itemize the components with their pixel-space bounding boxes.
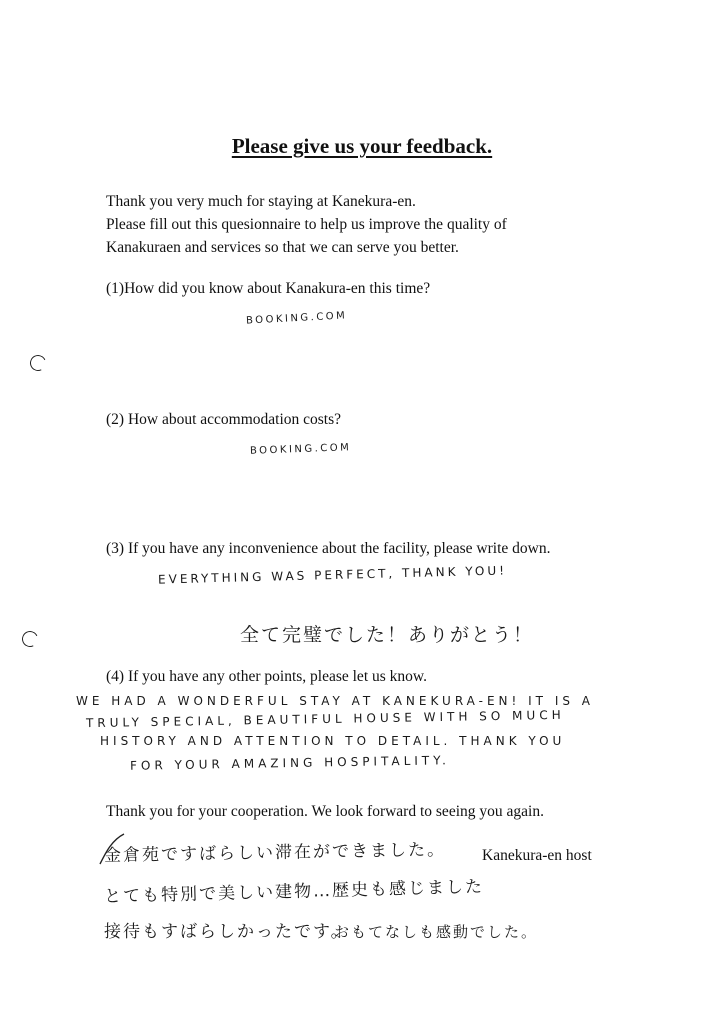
question-3-answer-jp: 全て完璧でした！ありがとう！ <box>240 624 535 646</box>
question-4-answer-line: TRULY SPECIAL, BEAUTIFUL HOUSE WITH SO MUCH <box>85 707 565 731</box>
question-4-answer-line: FOR YOUR AMAZING HOSPITALITY. <box>129 753 451 773</box>
intro-line: Thank you very much for staying at Kanekura-en. <box>106 193 416 210</box>
question-3-answer-en: EVERYTHING WAS PERFECT, THANK YOU! <box>157 563 508 587</box>
question-2-label: (2) How about accommodation costs? <box>106 411 342 428</box>
closing-text: Thank you for your cooperation. We look forward to seeing you again. <box>106 803 544 820</box>
question-4-answer-line: HISTORY AND ATTENTION TO DETAIL. THANK YOU <box>100 734 566 748</box>
question-4-answer-line: WE HAD A WONDERFUL STAY AT KANEKURA-EN! IT IS A <box>76 694 594 708</box>
intro-line: Please fill out this quesionnaire to help us improve the quality of <box>106 216 507 233</box>
question-4-label: (4) If you have any other points, please let us know. <box>106 668 427 685</box>
punch-hole-top <box>28 353 49 374</box>
host-note-line: 金倉苑ですばらしい滞在ができました。 <box>103 840 447 866</box>
host-note-line: おもてなしも感動でした。 <box>334 923 539 941</box>
host-note-line: 接待もすばらしかったです。 <box>104 922 350 942</box>
host-note-line: とても特別で美しい建物…歴史も感じました <box>103 877 485 907</box>
host-signature: Kanekura-en host <box>482 847 592 864</box>
page-title: Please give us your feedback. <box>231 134 493 158</box>
punch-hole-bottom <box>20 629 41 650</box>
intro-text <box>106 190 686 259</box>
intro-line: Kanakuraen and services so that we can serve you better. <box>106 239 459 256</box>
question-1-answer: BOOKING.COM <box>245 310 348 327</box>
question-3-label: (3) If you have any inconvenience about the facility, please write down. <box>106 540 551 557</box>
question-2-answer: BOOKING.COM <box>249 442 352 457</box>
question-1-label: (1)How did you know about Kanakura-en this time? <box>106 280 431 297</box>
